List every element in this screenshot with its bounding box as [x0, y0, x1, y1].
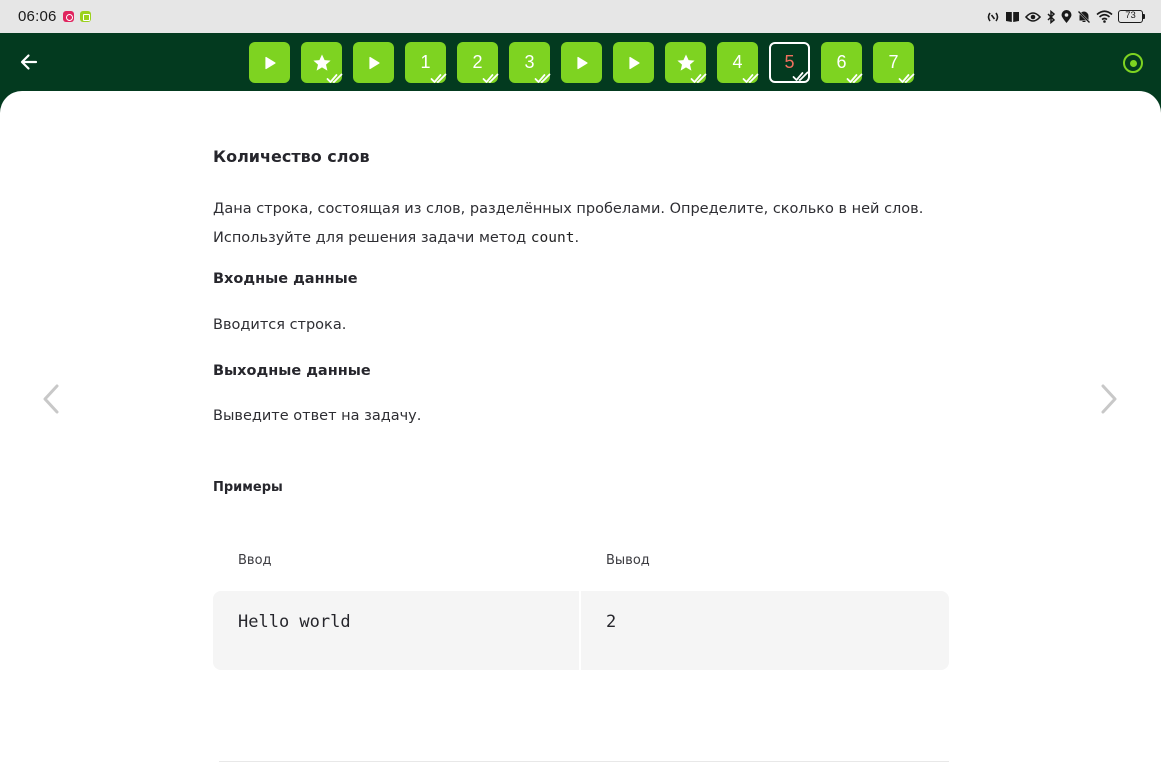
example-input-cell[interactable]: Hello world — [213, 591, 579, 670]
lesson-step-2[interactable] — [457, 42, 498, 83]
lesson-step-6[interactable] — [821, 42, 862, 83]
examples-column-output: Вывод — [606, 553, 650, 568]
lesson-step-5[interactable] — [769, 42, 810, 83]
lesson-step-number: 1 — [420, 52, 431, 72]
lesson-step-3[interactable] — [509, 42, 550, 83]
task-title: Количество слов — [213, 147, 370, 166]
lesson-step-play-7[interactable] — [613, 42, 654, 83]
book-icon — [1005, 10, 1020, 23]
double-check-icon — [326, 68, 346, 89]
task-description — [213, 195, 953, 253]
examples-column-input: Ввод — [238, 553, 272, 568]
example-row — [213, 591, 949, 670]
example-output-cell[interactable]: 2 — [581, 591, 949, 670]
description-line: Используйте для решения задачи метод count. — [213, 230, 580, 246]
lesson-header — [0, 33, 1161, 93]
double-check-icon — [690, 68, 710, 89]
status-bar — [0, 0, 1161, 33]
double-check-icon — [846, 68, 866, 89]
bell-off-icon — [1077, 10, 1091, 24]
double-check-icon — [482, 68, 502, 89]
bluetooth-icon — [1046, 10, 1056, 24]
chevron-left-icon — [41, 383, 61, 415]
eye-icon — [1025, 11, 1041, 23]
status-time: 06:06 — [18, 8, 57, 25]
nfc-icon — [986, 10, 1000, 24]
play-icon — [263, 56, 277, 70]
task-card — [0, 91, 1161, 763]
lesson-step-star-1[interactable] — [301, 42, 342, 83]
input-text: Вводится строка. — [213, 317, 347, 333]
battery-icon — [1118, 10, 1145, 23]
double-check-icon — [742, 68, 762, 89]
lesson-step-number: 7 — [888, 52, 899, 72]
double-check-icon — [534, 68, 554, 89]
lesson-step-play-6[interactable] — [561, 42, 602, 83]
output-text: Выведите ответ на задачу. — [213, 408, 422, 424]
chevron-right-icon — [1099, 383, 1119, 415]
play-icon — [575, 56, 589, 70]
divider — [219, 761, 949, 762]
wifi-icon — [1096, 10, 1113, 23]
notification-app-icon — [63, 11, 74, 22]
lesson-steps — [249, 42, 914, 83]
lesson-step-number: 5 — [784, 52, 795, 72]
play-icon — [627, 56, 641, 70]
description-line: Дана строка, состоящая из слов, разделённых пробелами. Определите, сколько в ней слов. — [213, 201, 924, 217]
lesson-step-number: 3 — [524, 52, 535, 72]
lesson-step-number: 2 — [472, 52, 483, 72]
status-bar-right — [986, 10, 1145, 24]
back-button[interactable] — [14, 47, 44, 77]
output-heading: Выходные данные — [213, 363, 371, 379]
input-heading: Входные данные — [213, 271, 358, 287]
lesson-step-4[interactable] — [717, 42, 758, 83]
battery-level: 73 — [1118, 10, 1143, 23]
previous-task-button[interactable] — [36, 381, 66, 417]
next-task-button[interactable] — [1094, 381, 1124, 417]
lesson-step-play-0[interactable] — [249, 42, 290, 83]
examples-heading: Примеры — [213, 480, 283, 495]
double-check-icon — [898, 68, 918, 89]
lesson-step-1[interactable] — [405, 42, 446, 83]
double-check-icon — [792, 66, 812, 87]
arrow-left-icon — [19, 52, 39, 72]
lesson-step-play-2[interactable] — [353, 42, 394, 83]
lesson-step-star-8[interactable] — [665, 42, 706, 83]
location-icon — [1061, 10, 1072, 24]
status-bar-left — [18, 8, 91, 25]
lesson-step-number: 6 — [836, 52, 847, 72]
play-icon — [367, 56, 381, 70]
lesson-step-number: 4 — [732, 52, 743, 72]
lesson-step-7[interactable] — [873, 42, 914, 83]
double-check-icon — [430, 68, 450, 89]
progress-ring-icon[interactable] — [1123, 53, 1143, 73]
notification-app-icon — [80, 11, 91, 22]
inline-code: count — [530, 230, 575, 246]
